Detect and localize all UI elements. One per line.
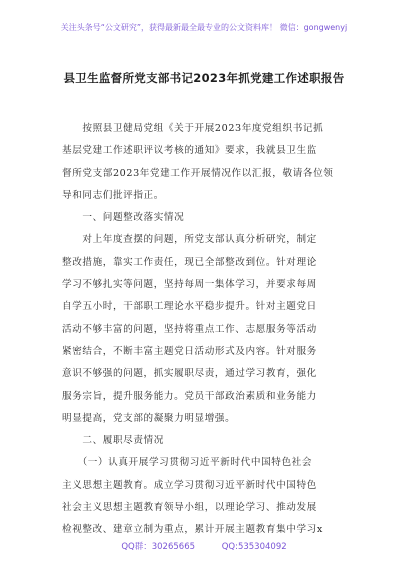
body-line: 整改措施，靠实工作责任，现已全部整改到位。针对理论 bbox=[62, 256, 317, 268]
header-banner: 关注头条号“公文研究”，获得最新最全最专业的公文资料库！ 微信：gongwenyj bbox=[60, 23, 348, 32]
body-line: 紧密结合，不断丰富主题党日活动形式及内容。针对服务 bbox=[62, 345, 317, 357]
body-line: 明显提高，党支部的凝聚力明显增强。 bbox=[62, 412, 236, 424]
section-heading: 二、履职尽责情况 bbox=[62, 435, 164, 447]
document-title: 县卫生监督所党支部书记2023年抓党建工作述职报告 bbox=[63, 71, 345, 85]
body-line: 意识不够强的问题，抓实履职尽责，通过学习教育，强化 bbox=[62, 368, 317, 380]
body-line: 导和同志们批评指正。 bbox=[62, 189, 164, 201]
body-line: 按照县卫健局党组《关于开展2023年度党组织书记抓 bbox=[62, 123, 324, 134]
body-line: 对上年度查摆的问题，所党支部认真分析研究，制定 bbox=[62, 234, 317, 246]
footer bbox=[0, 540, 408, 552]
body-line: 学习不够扎实等问题，坚持每周一集体学习，并要求每周 bbox=[62, 279, 317, 291]
footer-qq-group: QQ群：30265665 bbox=[121, 542, 196, 552]
body-line: 自学五小时，干部职工理论水平稳步提升。针对主题党日 bbox=[62, 301, 317, 313]
body-line: 活动不够丰富的问题，坚持将重点工作、志愿服务等活动 bbox=[62, 323, 317, 335]
body-line: 社会主义思想主题教育领导小组，以理论学习、推动发展 bbox=[62, 502, 317, 514]
body-line: 基层党建工作述职评议考核的通知》要求，我就县卫生监 bbox=[62, 145, 317, 157]
document-body bbox=[62, 118, 352, 542]
section-heading: 一、问题整改落实情况 bbox=[62, 212, 185, 224]
body-line: 检视整改、建章立制为重点，累计开展主题教育集中学习x bbox=[62, 524, 323, 536]
body-line: 督所党支部2023年党建工作开展情况作以汇报，敬请各位领 bbox=[62, 167, 334, 179]
body-line: 主义思想主题教育。成立学习贯彻习近平新时代中国特色 bbox=[62, 479, 317, 491]
body-line: 服务宗旨，提升服务能力。党员干部政治素质和业务能力 bbox=[62, 390, 317, 402]
body-line: （一）认真开展学习贯彻习近平新时代中国特色社会 bbox=[62, 457, 313, 469]
footer-qq: QQ:535304092 bbox=[221, 542, 287, 552]
